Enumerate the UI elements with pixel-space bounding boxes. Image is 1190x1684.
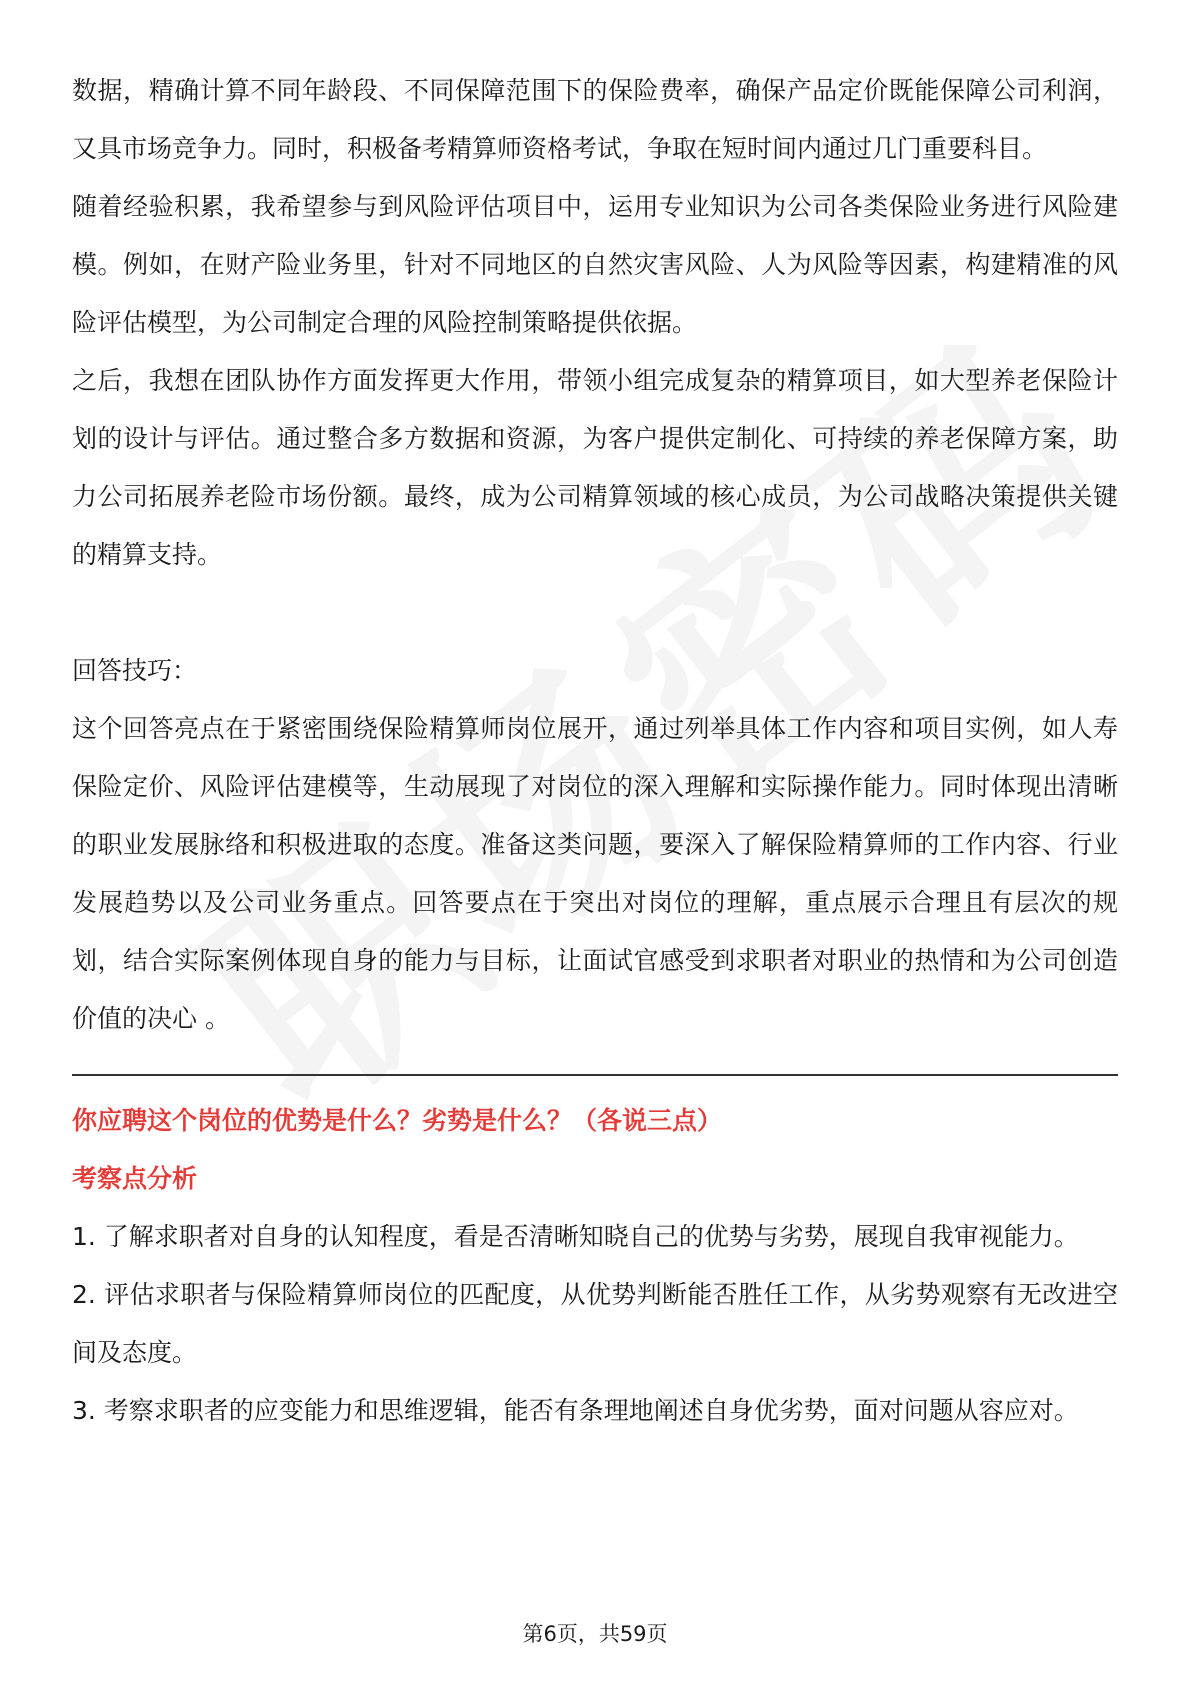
page-number: 第6页，共59页 <box>522 1622 668 1646</box>
analysis-point-1: 1. 了解求职者对自身的认知程度，看是否清晰知晓自己的优势与劣势，展现自我审视能力。 <box>72 1222 1079 1251</box>
paragraph-team-collaboration: 之后，我想在团队协作方面发挥更大作用，带领小组完成复杂的精算项目，如大型养老保险计划的设计与评估。通过整合多方数据和资源，为客户提供定制化、可持续的养老保障方案，助力公司拓展养老险市场份额。最终，成为公司精算领域的核心成员，为公司战略决策提供关键的精算支持。 <box>72 366 1118 569</box>
blank-line <box>72 584 1118 642</box>
page-content <box>72 62 1118 1440</box>
analysis-point-2: 2. 评估求职者与保险精算师岗位的匹配度，从优势判断能否胜任工作，从劣势观察有无改进空间及态度。 <box>72 1280 1118 1367</box>
paragraph-risk-assessment: 随着经验积累，我希望参与到风险评估项目中，运用专业知识为公司各类保险业务进行风险建模。例如，在财产险业务里，针对不同地区的自然灾害风险、人为风险等因素，构建精准的风险评估模型，为公司制定合理的风险控制策略提供依据。 <box>72 192 1118 337</box>
tips-body: 这个回答亮点在于紧密围绕保险精算师岗位展开，通过列举具体工作内容和项目实例，如人寿保险定价、风险评估建模等，生动展现了对岗位的深入理解和实际操作能力。同时体现出清晰的职业发展脉络和积极进取的态度。准备这类问题，要深入了解保险精算师的工作内容、行业发展趋势以及公司业务重点。回答要点在于突出对岗位的理解，重点展示合理且有层次的规划，结合实际案例体现自身的能力与目标，让面试官感受到求职者对职业的热情和为公司创造价值的决心 。 <box>72 714 1118 1033</box>
analysis-heading: 考察点分析 <box>72 1164 198 1193</box>
analysis-point-3: 3. 考察求职者的应变能力和思维逻辑，能否有条理地阐述自身优劣势，面对问题从容应对。 <box>72 1396 1079 1425</box>
section-divider <box>72 1074 1118 1076</box>
tips-label: 回答技巧： <box>72 656 198 685</box>
paragraph-pricing: 数据，精确计算不同年龄段、不同保障范围下的保险费率，确保产品定价既能保障公司利润，又具市场竞争力。同时，积极备考精算师资格考试，争取在短时间内通过几门重要科目。 <box>72 76 1118 163</box>
question-title: 你应聘这个岗位的优势是什么？劣势是什么？（各说三点） <box>72 1106 723 1135</box>
